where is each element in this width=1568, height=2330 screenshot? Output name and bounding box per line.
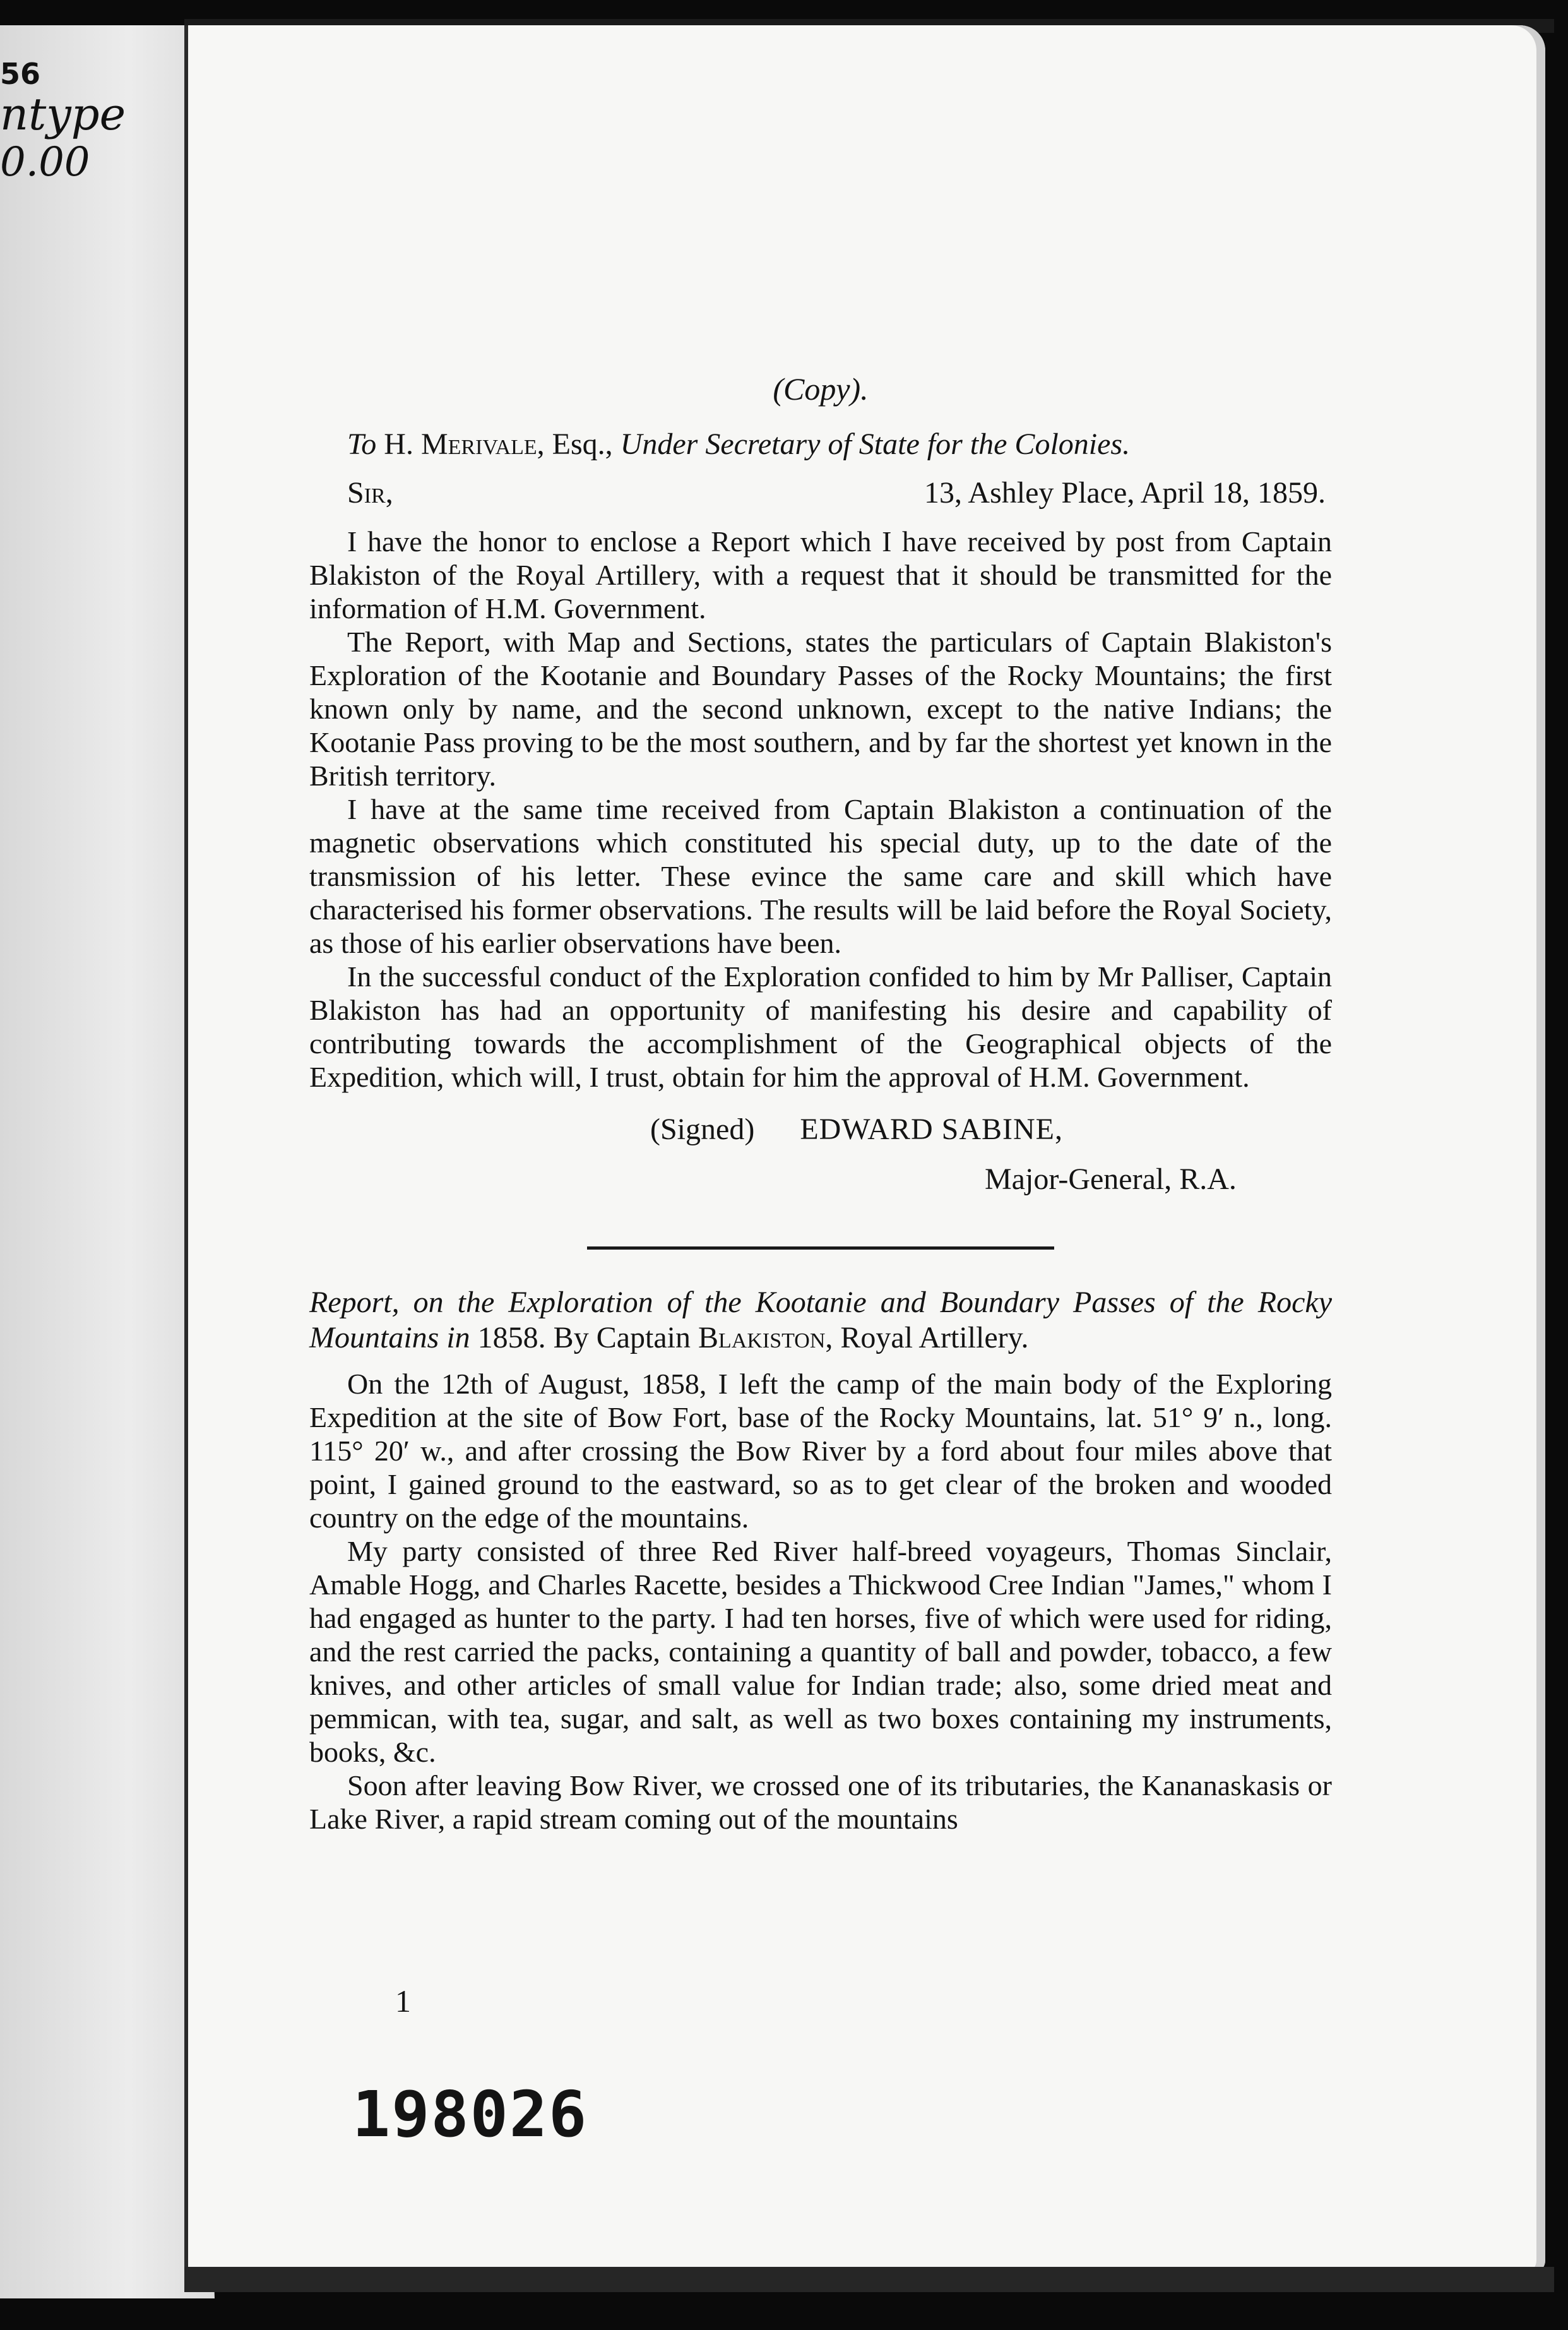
signatory-name: EDWARD SABINE,: [800, 1113, 1063, 1146]
report-title-author: Blakiston: [698, 1321, 826, 1354]
report-paragraph-1: On the 12th of August, 1858, I left the camp of the main body of the Exploring Expedition at the site of Bow Fort, base of the Rocky Mountains, lat. 51° 9′ n., long. 115° 20′ w., and after crossing the Bow River by a ford about four miles above that point, I gained ground to the eastward, so as to get clear of the broken and wooded country on the edge of the mountains.: [309, 1368, 1332, 1534]
addressee-line: [309, 427, 1332, 461]
signatory-rank: Major-General, R.A.: [985, 1162, 1237, 1196]
accession-stamp: 198026: [352, 2077, 588, 2151]
copy-heading: (Copy).: [773, 371, 869, 407]
report-paragraph-2: My party consisted of three Red River half-breed voyageurs, Thomas Sinclair, Amable Hogg, and Charles Racette, besides a Thickwood Cree Indian "James," whom I had engaged as hunter to the party. I had ten horses, five of which were used for riding, and the rest carried the packs, containing a quantity of ball and powder, tobacco, a few knives, and other articles of small value for Indian trade; also, some dried meat and pemmican, with tea, sugar, and salt, as well as two boxes containing my instruments, books, &c.: [309, 1535, 1332, 1768]
addressee-name: H. Merivale: [384, 427, 537, 461]
section-divider: [587, 1246, 1054, 1250]
page-number: 1: [395, 1983, 411, 2019]
letter-paragraph-3: I have at the same time received from Captain Blakiston a continuation of the magnetic observations which constituted his special duty, up to the date of the transmission of his letter. These evince the same care and skill which have characterised his former observations. The results will be laid before the Royal Society, as those of his earlier observations have been.: [309, 793, 1332, 959]
report-paragraph-3: Soon after leaving Bow River, we crossed one of its tributaries, the Kananaskasis or Lake River, a rapid stream coming out of the mountains: [309, 1769, 1332, 1835]
previous-page-edge: [0, 25, 215, 2298]
letter-paragraph-4: In the successful conduct of the Exploration confided to him by Mr Palliser, Captain Blakiston has had an opportunity of manifesting his desire and capability of contributing towards the accomplishment of the Geographical objects of the Expedition, which will, I trust, obtain for him the approval of H.M. Government.: [309, 960, 1332, 1093]
margin-note-number: 56: [0, 57, 41, 91]
document-text: [309, 373, 1332, 1836]
salutation: Sir,: [347, 476, 393, 510]
addressee-title: Under Secretary of State for the Colonies.: [620, 427, 1131, 461]
report-title-year: 1858.: [470, 1321, 546, 1354]
addressee-to: To: [347, 427, 377, 461]
signed-label: (Signed): [650, 1113, 755, 1146]
report-title-rest: , Royal Artillery.: [825, 1321, 1029, 1354]
report-title-by: By Captain: [545, 1321, 698, 1354]
report-title-main: Report, on the Exploration of the Kootanie and Boundary Passes of the Rocky Mountains in: [309, 1286, 1332, 1354]
report-title: [309, 1285, 1332, 1356]
page-bottom-edge: [184, 2267, 1554, 2292]
letter-paragraph-1: I have the honor to enclose a Report which I have received by post from Captain Blakiston of the Royal Artillery, with a request that it should be transmitted for the information of H.M. Government.: [309, 525, 1332, 624]
margin-note-handwriting: ntype: [0, 88, 126, 140]
signature-line: [309, 1113, 1332, 1146]
letter-paragraph-2: The Report, with Map and Sections, states the particulars of Captain Blakiston's Exploration of the Kootanie and Boundary Passes of the Rocky Mountains; the first known only by name, and the second unknown, except to the native Indians; the Kootanie Pass proving to be the most southern, and by far the shortest yet known in the British territory.: [309, 626, 1332, 792]
margin-note-amount: 0.00: [0, 139, 90, 186]
address-date: 13, Ashley Place, April 18, 1859.: [924, 476, 1326, 510]
salutation-row: [309, 476, 1332, 510]
addressee-esq: , Esq.,: [537, 427, 613, 461]
